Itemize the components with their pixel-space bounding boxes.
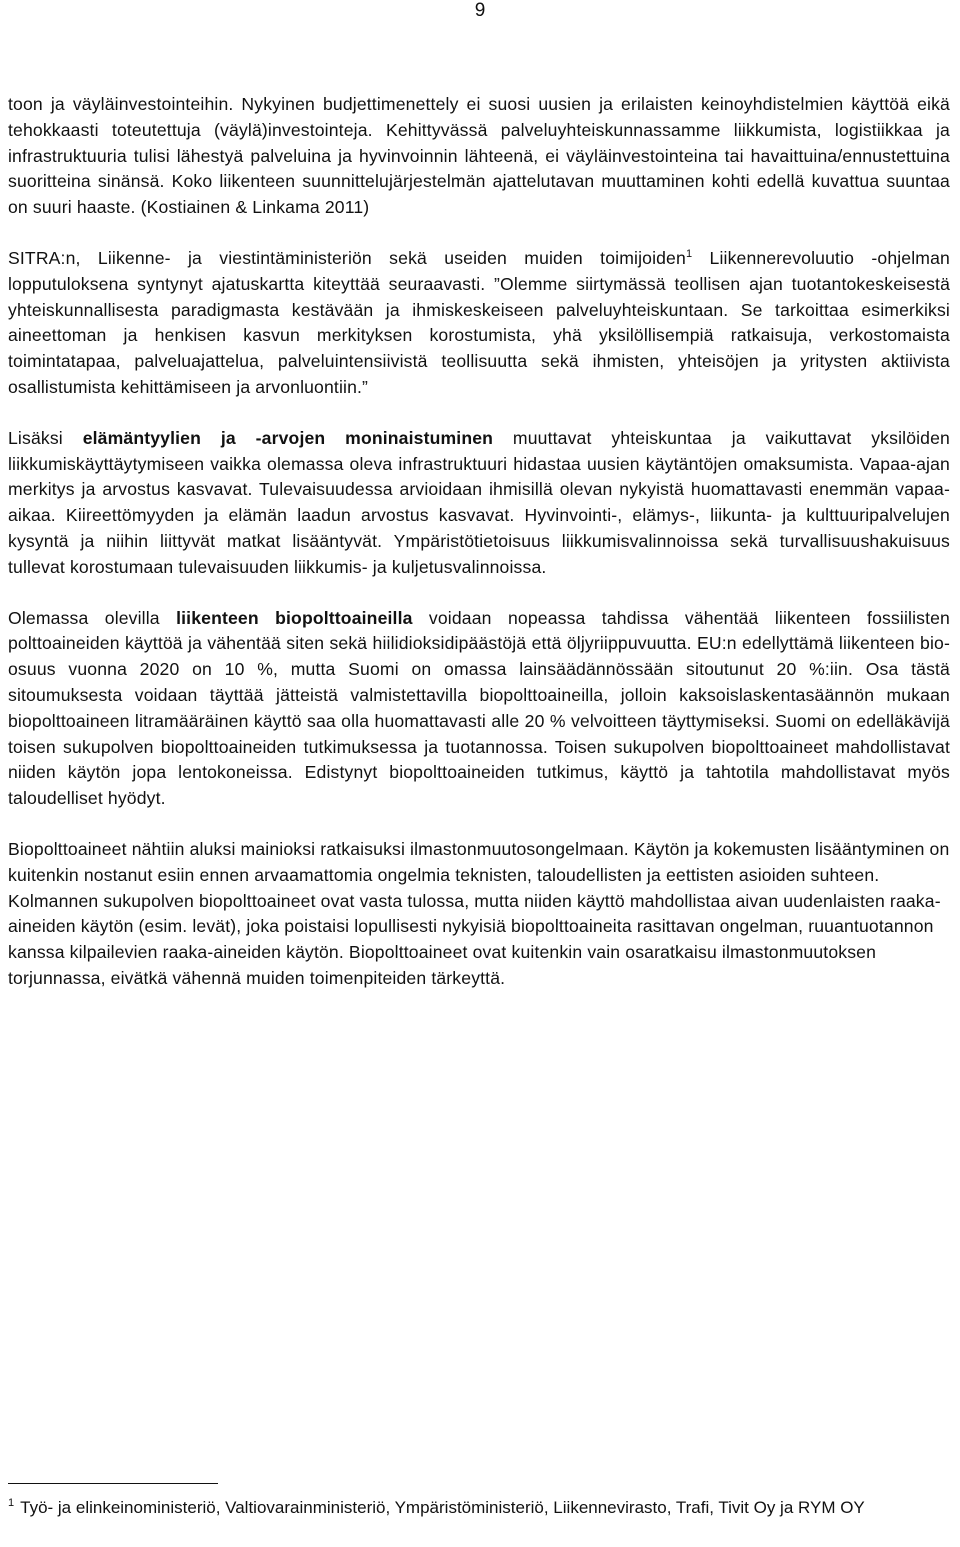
paragraph-text: muuttavat yhteiskuntaa ja vaikuttavat yksilöiden liikkumiskäyttäytymiseen vaikka olemassa oleva infrastruktuuri hidastaa uusien käytäntöjen omaksumista. Vapaa-ajan merkitys ja arvostus kasvavat. Tulevaisuudessa arvioidaan ihmisillä olevan nykyistä huomattavasti enemmän vapaa-aikaa. Kiireettömyyden ja elämän laadun arvostus kasvavat. Hyvinvointi-, elämys-, liikunta- ja kulttuuripalvelujen kysyntä ja niihin liittyvät matkat lisääntyvät. Ympäristötietoisuus liikkumisvalinnoissa sekä turvallisuushakuisuus tullevat korostumaan tulevaisuuden liikkumis- ja kuljetusvalinnoissa. <box>8 427 950 577</box>
paragraph-text: voidaan nopeassa tahdissa vähentää liikenteen fossiilisten polttoaineiden käyttöä ja vähentää siten sekä hiilidioksidipäästöjä että öljyriippuvuutta. EU:n edellyttämä liikenteen bio-osuus vuonna 2020 on 10 %, mutta Suomi on omassa lainsäädännössään sitoutunut 20 %:iin. Osa tästä sitoumuksesta voidaan täyttää jätteistä valmistettavilla biopolttoaineilla, jolloin kaksoislaskentasäännön mukaan biopolttoaineen litramääräinen käyttö saa olla huomattavasti alle 20 % velvoitteen täyttymiseksi. Suomi on edelläkävijä toisen sukupolven biopolttoaineiden tutkimuksessa ja tuotannossa. Toisen sukupolven biopolttoaineet mahdollistavat niiden käytön jopa lentokoneissa. Edistynyt biopolttoaineiden tutkimus, käyttö ja tahtotila mahdollistavat myös taloudelliset hyödyt. <box>8 607 950 809</box>
paragraph <box>8 92 950 221</box>
footnote-reference: 1 <box>685 248 693 261</box>
footnote-text: Työ- ja elinkeinoministeriö, Valtiovarainministeriö, Ympäristöministeriö, Liikennevirasto, Trafi, Tivit Oy ja RYM OY <box>20 1498 865 1517</box>
paragraph-text: Lisäksi <box>8 427 83 448</box>
paragraph <box>8 837 950 992</box>
paragraph-text: Olemassa olevilla <box>8 607 177 628</box>
body-text <box>8 92 950 992</box>
paragraph <box>8 426 950 581</box>
paragraph <box>8 246 950 401</box>
paragraph-text: toon ja väyläinvestointeihin. Nykyinen budjettimenettely ei suosi uusien ja erilaisten keinoyhdistelmien käyttöä eikä tehokkaasti toteutettuja (väylä)investointeja. Kehittyvässä palveluyhteiskunnassamme liikkumista, logistiikkaa ja infrastruktuuria tulisi lähestyä palveluina ja hyvinvoinnin lähteenä, ei väyläinvestointeina tai havaittuina/ennustettuina suoritteina sinänsä. Koko liikenteen suunnittelujärjestelmän ajattelutavan muuttaminen kohti edellä kuvattua suuntaa on suuri haaste. (Kostiainen & Linkama 2011) <box>8 94 950 218</box>
footnote <box>8 1495 938 1520</box>
emphasis-text: liikenteen biopolttoaineilla <box>176 607 413 628</box>
page-number: 9 <box>474 0 486 21</box>
footnote-divider <box>8 1483 218 1484</box>
paragraph <box>8 606 950 812</box>
paragraph-text: SITRA:n, Liikenne- ja viestintäministeriön sekä useiden muiden toimijoiden <box>8 247 686 268</box>
footnote-marker: 1 <box>8 1497 15 1510</box>
paragraph-text: Biopolttoaineet nähtiin aluksi mainioksi ratkaisuksi ilmastonmuutosongelmaan. Käytön ja kokemusten lisääntyminen on kuitenkin nostanut esiin ennen arvaamattomia ongelmia teknisten, taloudellisten ja eettisten asioiden suhteen. Kolmannen sukupolven biopolttoaineet ovat vasta tulossa, mutta niiden käyttö mahdollistaa aivan uudenlaisten raaka-aineiden käytön (esim. levät), joka poistaisi lopullisesti nykyisiä biopolttoaineita rasittavan ongelman, ruuantuotannon kanssa kilpailevien raaka-aineiden käytön. Biopolttoaineet ovat kuitenkin vain osaratkaisu ilmastonmuutoksen torjunnassa, eivätkä vähennä muiden toimenpiteiden tärkeyttä. <box>8 838 950 988</box>
paragraph-text: Liikennerevoluutio -ohjelman lopputuloksena syntynyt ajatuskartta kiteyttää seuraavasti. ”Olemme siirtymässä teollisen ajan tuotantokeskeisestä yhteiskunnallisesta paradigmasta kestävään ja ihmiskeskeiseen palveluyhteiskuntaan. Se tarkoittaa esimerkiksi aineettoman ja henkisen kasvun merkityksen korostumista, yhä yksilöllisempiä ratkaisuja, verkostomaista toimintatapaa, palveluajattelua, palveluintensiivistä teollisuutta sekä ihmisten, yhteisöjen ja yritysten aktiivista osallistumista kehittämiseen ja arvonluontiin.” <box>8 247 950 397</box>
emphasis-text: elämäntyylien ja -arvojen moninaistuminen <box>82 427 494 448</box>
